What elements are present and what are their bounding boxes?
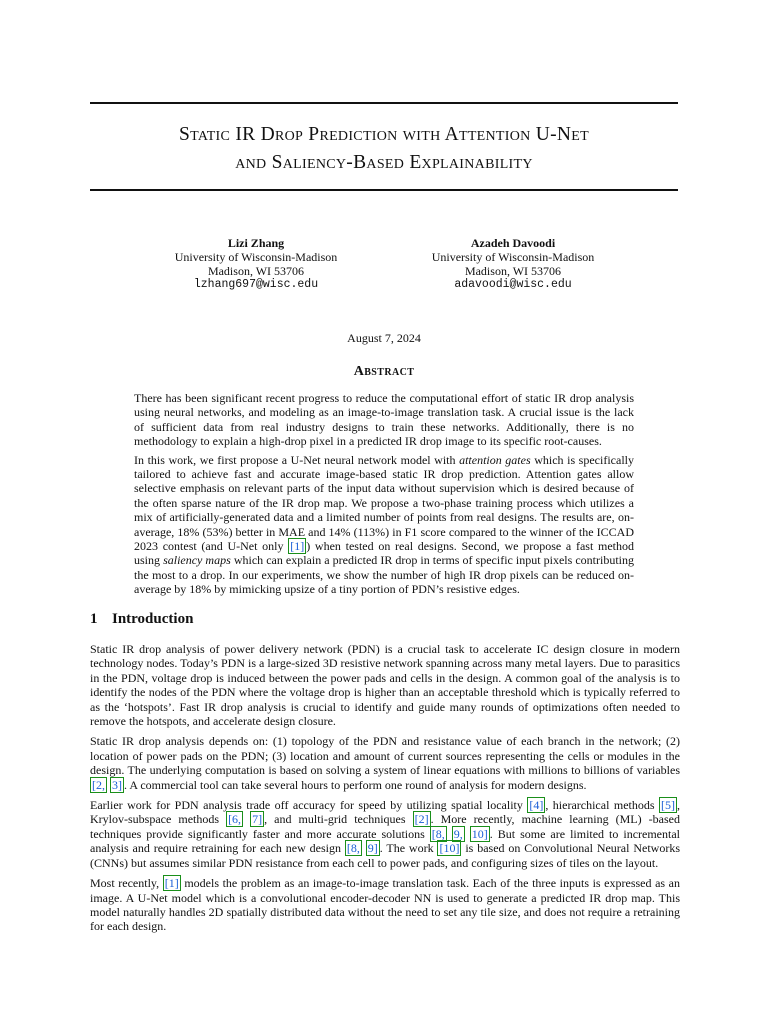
citation-link[interactable]: [2] (414, 812, 429, 827)
citation-link[interactable]: [8, (431, 826, 445, 841)
section-heading-introduction (90, 611, 193, 628)
title-rule-bottom (90, 189, 678, 191)
author-address: Madison, WI 53706 (207, 264, 305, 278)
abstract-heading: Abstract (353, 364, 415, 379)
abstract-paragraph-1: There has been significant recent progress to reduce the computational effort of static IR drop analysis using neural networks, and modeling as an image-to-image translation task. A crucial issue is the lack of sufficient data from real industry designs to train these networks. Additionally, there is no methodology to explain a high-drop pixel in a predicted IR drop image to its specific root-causes. (134, 391, 634, 449)
intro-paragraph-1: Static IR drop analysis of power delivery network (PDN) is a crucial task to accelerate IC design closure in modern technology nodes. Today’s PDN is a large-sized 3D resistive network spanning across many metal layers. Due to parasitics in the PDN, voltage drop is induced between the power pads and cells in the design. A common goal of the analysis is to identify the nodes of the PDN where the voltage drop is higher than an acceptable threshold which is typically referred to as the ‘hotspots’. Fast IR drop analysis is crucial to identify and guide many rounds of optimizations often needed to remove the hotspots, and accelerate design closure. (90, 642, 680, 729)
paper-title (90, 121, 678, 177)
citation-link[interactable]: [8, (346, 841, 360, 856)
author-2 (383, 236, 643, 292)
author-name: Azadeh Davoodi (470, 236, 556, 250)
citation-link[interactable]: 10] (471, 826, 488, 841)
citation-link[interactable]: [1] (164, 876, 179, 891)
intro-paragraph-4: Most recently, [1] models the problem as an image-to-image translation task. Each of the three inputs is expressed as an image. A U-Net model which is a convolutional encoder-decoder NN is used to generate a predicted IR drop map. This model naturally handles 2D spatially distributed data without the need to set any tile size, and does not require a retraining for each design. (90, 876, 681, 934)
citation-link[interactable]: 9, (453, 826, 463, 841)
intro-paragraph-2: Static IR drop analysis depends on: (1) topology of the PDN and resistance value of each branch in the network; (2) location of power pads on the PDN; (3) location and amount of current sources representing the cells or modules in the design. The underlying computation is based on solving a system of linear equations with millions to billions of variables [2, 3] . A commercial tool can take several hours to perform one round of analysis for modern designs. (90, 734, 680, 792)
citation-link[interactable]: [4] (529, 798, 544, 813)
author-1 (126, 236, 386, 292)
citation-link[interactable]: 7] (252, 812, 263, 827)
author-email[interactable]: lzhang697@wisc.edu (193, 278, 319, 291)
title-rule-top (90, 102, 678, 104)
author-affiliation: University of Wisconsin-Madison (174, 250, 338, 264)
emphasis-saliency-maps: saliency maps (163, 553, 231, 568)
intro-paragraph-3: Earlier work for PDN analysis trade off accuracy for speed by utilizing spatial locality [4] , hierarchical methods [5] , Krylov-subspace methods [6, 7] , and multi-grid techniques [2] . More recently, machine learning (ML) -based techniques provide significantly faster and more accurate solutions [8, 9, 10] . But some are limited to incremental analysis and require retraining for each new design [8, 9] . The work [10] is based on Convolutional Neural Networks (CNNs) but assumes similar PDN resistance from each cell to power pads, and configuring sizes of tiles on the layout. (90, 798, 681, 870)
title-line-2: and Saliency-Based Explainability (235, 152, 533, 173)
author-affiliation: University of Wisconsin-Madison (431, 250, 595, 264)
section-title: Introduction (112, 611, 194, 627)
abstract-paragraph-2: In this work, we first propose a U-Net neural network model with attention gates which is specifically tailored to achieve fast and accurate image-based static IR drop prediction. Attention gates allow selective emphasis on relevant parts of the input data without supervision which is desired because of the often sparse nature of the IR drop map. We propose a two-phase training process which utilizes a mix of artificially-generated data and a limited number of points from real designs. The results are, on-average, 18% (53%) better in MAE and 14% (113%) in F1 score compared to the winner of the ICCAD 2023 contest (and U-Net only [1] ) when tested on real designs. Second, we propose a fast method using saliency maps which can explain a predicted IR drop in terms of specific input pixels contributing the most to a drop. In our experiments, we show the number of high IR drop pixels can be reduced on-average by 18% by mimicking upsize of a tiny portion of PDN’s resistive edges. (134, 452, 634, 597)
citation-link[interactable]: 9] (367, 841, 378, 856)
author-address: Madison, WI 53706 (464, 264, 562, 278)
author-name: Lizi Zhang (227, 236, 285, 250)
citation-link[interactable]: 3] (112, 777, 122, 792)
section-number: 1 (90, 611, 98, 627)
abstract-body (134, 391, 634, 601)
citation-link[interactable]: [10] (439, 841, 460, 856)
citation-link[interactable]: [6, (228, 812, 242, 827)
citation-link[interactable]: [1] (290, 539, 305, 554)
introduction-body (90, 642, 680, 940)
paper-date: August 7, 2024 (347, 331, 421, 345)
title-line-1: Static IR Drop Prediction with Attention U-Net (178, 124, 590, 145)
citation-link[interactable]: [5] (660, 798, 675, 813)
emphasis-attention-gates: attention gates (459, 452, 531, 467)
citation-link[interactable]: [2, (92, 777, 105, 792)
author-email[interactable]: adavoodi@wisc.edu (454, 278, 572, 291)
